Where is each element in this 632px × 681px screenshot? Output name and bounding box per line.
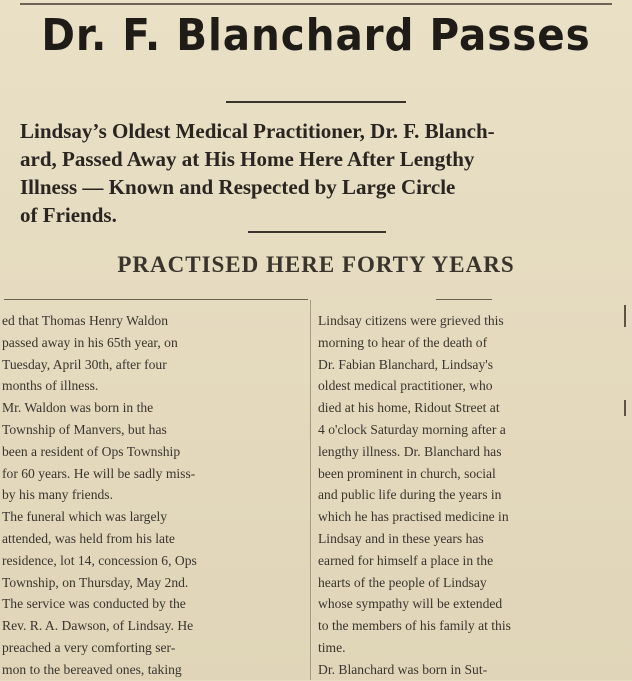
text-line: morning to hear of the death of [318,334,488,350]
text-line: mon to the bereaved ones, taking [2,661,182,677]
text-line: earned for himself a place in the [318,552,494,568]
text-line: The service was conducted by the [2,596,186,612]
text-line: Dr. Fabian Blanchard, Lindsay's [318,356,493,372]
text-line: Tuesday, April 30th, after four [2,356,167,372]
text-line: which he has practised medicine in [318,509,509,525]
deck-line: Lindsay’s Oldest Medical Practitioner, Dr. F. Blanch- [20,119,495,143]
text-line: whose sympathy will be extended [318,596,503,612]
text-line: Lindsay citizens were grieved this [318,313,504,328]
top-border-rule [20,3,612,5]
text-line: passed away in his 65th year, on [2,334,178,350]
text-line: ed that Thomas Henry Waldon [2,313,169,328]
deck-rule [248,231,386,233]
text-line: Rev. R. A. Dawson, of Lindsay. He [2,618,194,634]
deck-line: Illness — Known and Respected by Large Circle [20,175,456,199]
edge-mark [624,305,626,327]
text-line: The funeral which was largely [2,509,168,525]
deck-subtitle [14,117,622,229]
text-line: lengthy illness. Dr. Blanchard has [318,443,502,459]
text-line: Mr. Waldon was born in the [2,400,154,416]
text-line: oldest medical practitioner, who [318,378,493,394]
section-subhead: PRACTISED HERE FORTY YEARS [117,252,515,277]
text-line: Dr. Blanchard was born in Sut- [318,661,488,677]
headline-rule-left [226,101,322,103]
edge-mark [624,400,626,416]
text-line: preached a very comforting ser- [2,639,176,655]
right-column-rule [436,299,492,300]
text-line: time. [318,639,346,655]
text-line: hearts of the people of Lindsay [318,574,487,590]
text-line: and public life during the years in [318,487,502,503]
deck-line: of Friends. [20,203,117,227]
deck-line: ard, Passed Away at His Home Here After Lengthy [20,147,475,171]
text-line: attended, was held from his late [2,530,175,546]
text-line: to the members of his family at this [318,618,511,634]
text-line: residence, lot 14, concession 6, Ops [2,552,197,568]
text-line: died at his home, Ridout Street at [318,400,500,416]
text-line: been prominent in church, social [318,465,496,481]
text-line: for 60 years. He will be sadly miss- [2,465,196,481]
text-line: Township, on Thursday, May 2nd. [2,574,189,590]
column-divider [310,300,311,680]
headline-rule-right [322,101,406,103]
left-column-rule [4,299,308,300]
right-column-text [318,310,622,681]
text-line: been a resident of Ops Township [2,443,181,459]
text-line: 4 o'clock Saturday morning after a [318,421,506,437]
text-line: months of illness. [2,378,99,394]
text-line: Lindsay and in these years has [318,530,484,546]
text-line: Township of Manvers, but has [2,421,167,437]
text-line: by his many friends. [2,487,114,503]
left-column-text [2,310,304,681]
headline: Dr. F. Blanchard Passes [41,10,591,61]
